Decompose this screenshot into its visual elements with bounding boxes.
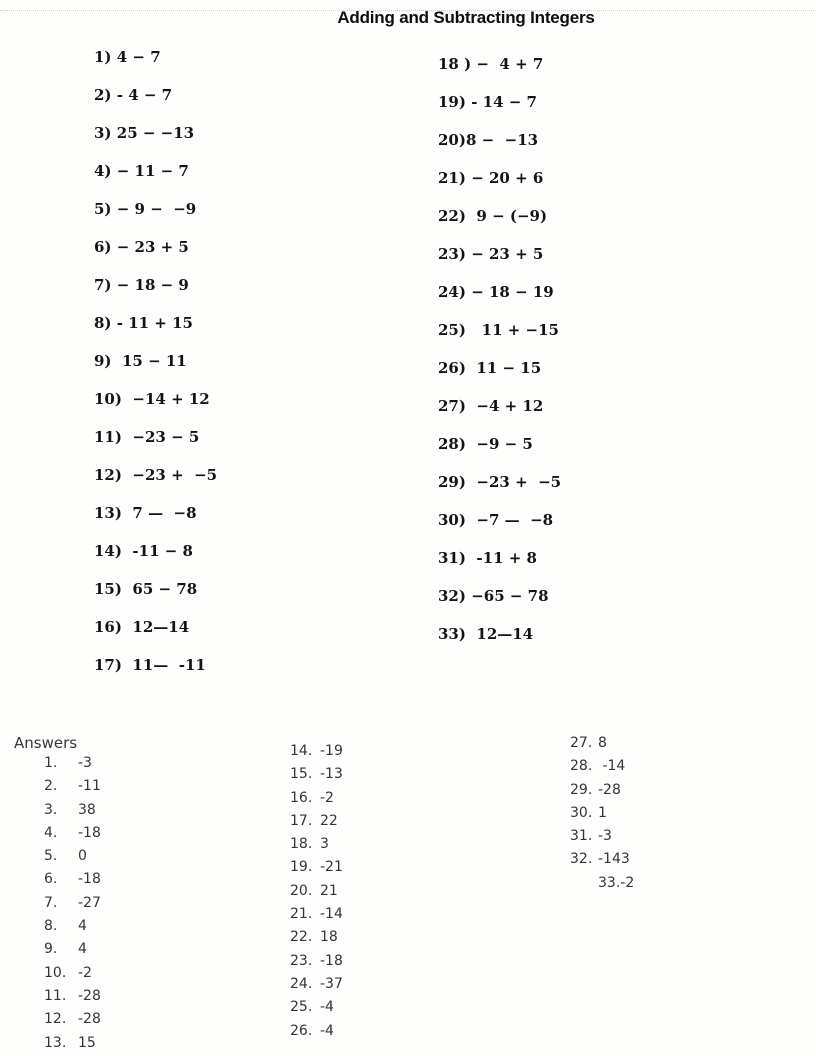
answer-number: 8. [44, 918, 58, 935]
problem-item: 27) −4 + 12 [438, 397, 544, 415]
answer-number: 7. [44, 894, 58, 911]
problem-item: 2) - 4 − 7 [94, 86, 173, 104]
answer-value: -11 [78, 778, 101, 795]
answer-value: -4 [320, 999, 334, 1016]
problem-item: 3) 25 − −13 [94, 124, 195, 142]
answer-number: 4. [44, 824, 58, 841]
problem-item: 33) 12—14 [438, 625, 534, 643]
answer-number: 21. [290, 906, 313, 923]
problem-item: 25) 11 + −15 [438, 321, 559, 339]
answer-item [290, 973, 343, 996]
answer-value: 18 [320, 929, 338, 946]
answer-item [290, 950, 343, 973]
answer-value: 3 [320, 836, 329, 853]
answer-item [570, 802, 634, 825]
answer-item [598, 872, 634, 895]
answer-value: 21 [320, 882, 338, 899]
answer-value: -3 [598, 828, 612, 845]
answer-value: -18 [320, 952, 343, 969]
answer-value: -18 [78, 824, 101, 841]
problem-item: 22) 9 − (−9) [438, 207, 548, 225]
answer-number: 10. [44, 964, 67, 981]
answer-value: -21 [320, 859, 343, 876]
answer-item [290, 763, 343, 786]
answer-number: 27. [570, 735, 593, 751]
answer-value: 15 [78, 1034, 96, 1051]
answer-item [44, 799, 101, 822]
answers-column-3 [570, 732, 634, 895]
answer-item [44, 915, 101, 938]
answer-value: -27 [78, 894, 101, 911]
problem-item: 15) 65 − 78 [94, 580, 198, 598]
answer-value: -28 [598, 781, 621, 798]
answer-item [290, 903, 343, 926]
answer-number: 29. [570, 781, 593, 798]
answer-value: 4 [78, 941, 87, 958]
answer-number: 30. [570, 804, 593, 821]
problems-left-column [94, 38, 217, 684]
answer-number: 13. [44, 1034, 67, 1051]
answer-item [290, 880, 343, 903]
problem-item: 31) -11 + 8 [438, 549, 537, 567]
problem-item: 16) 12—14 [94, 618, 190, 636]
answer-number: 24. [290, 975, 313, 992]
answer-item [570, 755, 634, 778]
problem-item: 9) 15 − 11 [94, 352, 187, 370]
problem-item: 28) −9 − 5 [438, 435, 533, 453]
answer-number: 15. [290, 766, 313, 783]
answer-number: 3. [44, 801, 58, 818]
answer-number: 26. [290, 1022, 313, 1039]
answer-number: 5. [44, 848, 58, 865]
answer-number: 14. [290, 743, 313, 759]
answer-item [44, 845, 101, 868]
problem-item: 18 ) − 4 + 7 [438, 55, 544, 73]
answer-item [44, 868, 101, 891]
answer-item [290, 787, 343, 810]
problem-item: 29) −23 + −5 [438, 473, 562, 491]
problem-item: 5) − 9 − −9 [94, 200, 197, 218]
problem-item: 8) - 11 + 15 [94, 314, 193, 332]
problem-item: 4) − 11 − 7 [94, 162, 189, 180]
problem-item: 1) 4 − 7 [94, 48, 161, 66]
answer-item [44, 775, 101, 798]
answer-value: 22 [320, 812, 338, 829]
problem-item: 10) −14 + 12 [94, 390, 210, 408]
answer-item [44, 1032, 101, 1055]
answer-item [290, 833, 343, 856]
answer-item [44, 822, 101, 845]
problem-item: 20)8 − −13 [438, 131, 539, 149]
answer-number: 17. [290, 812, 313, 829]
answer-value: 0 [78, 848, 87, 865]
answers-column-2 [290, 740, 343, 1043]
answer-value: 8 [598, 735, 607, 751]
answer-item [570, 779, 634, 802]
problem-item: 30) −7 — −8 [438, 511, 554, 529]
problem-item: 12) −23 + −5 [94, 466, 218, 484]
answer-value: -14 [320, 906, 343, 923]
problem-item: 21) − 20 + 6 [438, 169, 544, 187]
answer-value: -37 [320, 975, 343, 992]
answer-value: -18 [78, 871, 101, 888]
answer-number: 6. [44, 871, 58, 888]
answer-number: 11. [44, 987, 67, 1004]
answer-value: -143 [598, 851, 630, 868]
answer-item [290, 1020, 343, 1043]
answer-value: -19 [320, 743, 343, 759]
answer-value: 38 [78, 801, 96, 818]
problems-right-column [438, 45, 561, 653]
answer-item [290, 926, 343, 949]
problem-item: 17) 11— -11 [94, 656, 206, 674]
answer-item [44, 892, 101, 915]
answer-item [44, 1008, 101, 1031]
worksheet-title: Adding and Subtracting Integers [337, 8, 595, 27]
answer-number: 28. [570, 758, 593, 775]
answers-heading: Answers [14, 734, 78, 752]
answer-item [44, 938, 101, 961]
answer-item [570, 732, 634, 755]
answer-value: -28 [78, 1011, 101, 1028]
answer-item [570, 825, 634, 848]
answer-number: 16. [290, 789, 313, 806]
answer-value: -4 [320, 1022, 334, 1039]
problem-item: 11) −23 − 5 [94, 428, 200, 446]
problem-item: 7) − 18 − 9 [94, 276, 189, 294]
answer-number: 12. [44, 1011, 67, 1028]
answer-number: 23. [290, 952, 313, 969]
answer-number: 1. [44, 755, 58, 771]
problem-item: 23) − 23 + 5 [438, 245, 544, 263]
answer-value: -14 [598, 758, 626, 775]
answer-item [570, 848, 634, 871]
answer-value: -2 [320, 789, 334, 806]
answer-number: 32. [570, 851, 593, 868]
problem-item: 26) 11 − 15 [438, 359, 542, 377]
answer-item [290, 740, 343, 763]
answer-value: 4 [78, 918, 87, 935]
answer-item [290, 996, 343, 1019]
answer-value: -13 [320, 766, 343, 783]
problem-item: 24) − 18 − 19 [438, 283, 554, 301]
answer-value: -2 [78, 964, 92, 981]
answer-number: 20. [290, 882, 313, 899]
problem-item: 19) - 14 − 7 [438, 93, 537, 111]
problem-item: 13) 7 — −8 [94, 504, 197, 522]
answer-value: 1 [598, 804, 607, 821]
answer-number: 19. [290, 859, 313, 876]
answer-number: 18. [290, 836, 313, 853]
answer-last: 33.-2 [598, 874, 635, 891]
answer-value: -28 [78, 987, 101, 1004]
answer-item [44, 985, 101, 1008]
answer-number: 22. [290, 929, 313, 946]
answer-number: 9. [44, 941, 58, 958]
answer-item [290, 856, 343, 879]
answer-number: 25. [290, 999, 313, 1016]
answer-number: 2. [44, 778, 58, 795]
problem-item: 14) -11 − 8 [94, 542, 193, 560]
answer-item [44, 752, 101, 775]
answer-number: 31. [570, 828, 593, 845]
problem-item: 6) − 23 + 5 [94, 238, 189, 256]
answer-value: -3 [78, 755, 92, 771]
answer-item [290, 810, 343, 833]
problem-item: 32) −65 − 78 [438, 587, 549, 605]
answer-item [44, 962, 101, 985]
answers-column-1 [44, 752, 101, 1055]
